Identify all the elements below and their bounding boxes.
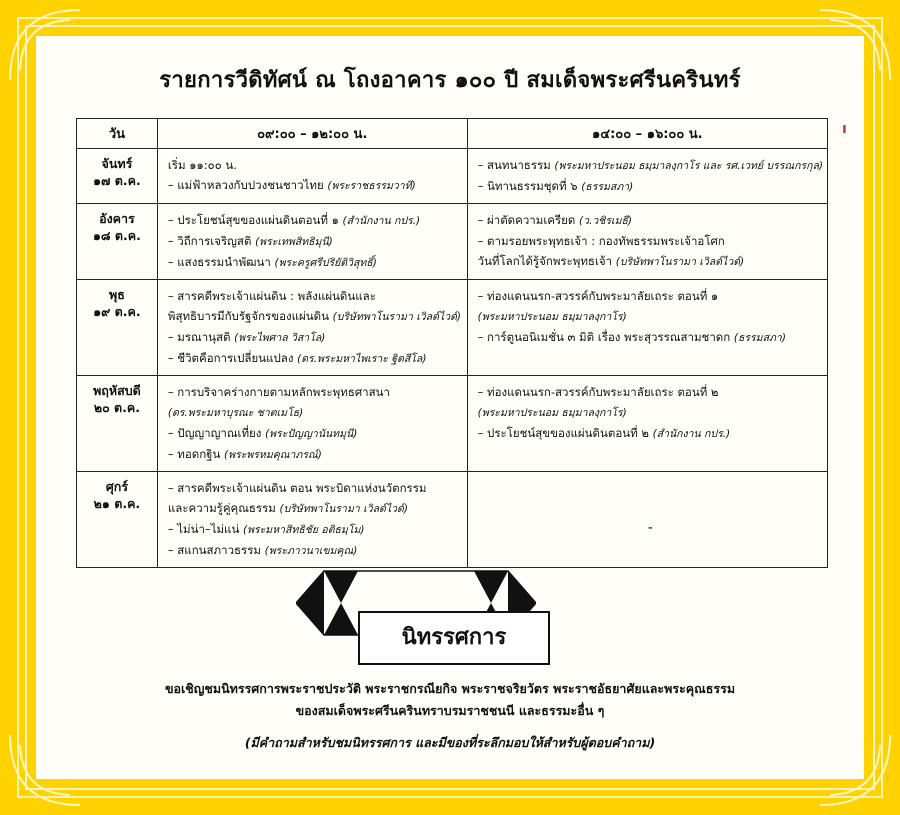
program-item bbox=[168, 155, 463, 175]
day-date: ๒๐ ต.ค. bbox=[93, 400, 141, 415]
program-presenter: (บริษัทพาโนรามา เวิลด์ไวด์) bbox=[615, 256, 745, 268]
program-presenter: (พระมหาประนอม ธมฺมาลงฺกาโร) bbox=[477, 407, 627, 419]
program-title: – มรณานุสติ bbox=[167, 330, 231, 344]
header-morning: ๐๙:๐๐ – ๑๒:๐๐ น. bbox=[157, 119, 467, 149]
program-item bbox=[168, 231, 463, 252]
table-row bbox=[77, 376, 828, 472]
schedule-table bbox=[76, 118, 828, 568]
afternoon-cell bbox=[467, 376, 827, 472]
program-item bbox=[478, 286, 823, 306]
program-title: – ตามรอยพระพุทธเจ้า : กองทัพธรรมพระเจ้าอโศก bbox=[477, 234, 725, 248]
program-presenter: (พระราชธรรมวาที) bbox=[327, 180, 416, 192]
exhibition-label: นิทรรศการ bbox=[358, 611, 550, 665]
program-presenter: (สำนักงาน กปร.) bbox=[652, 428, 731, 440]
program-item bbox=[168, 382, 463, 402]
day-date: ๑๙ ต.ค. bbox=[93, 304, 141, 319]
program-title: – นิทานธรรมชุดที่ ๖ bbox=[477, 179, 578, 193]
program-item bbox=[478, 402, 823, 423]
program-title: – ไม่น่า–ไม่แน่ bbox=[167, 522, 240, 536]
program-title: – แสงธรรมนำพัฒนา bbox=[167, 255, 271, 269]
header-afternoon: ๑๔:๐๐ – ๑๖:๐๐ น. bbox=[467, 119, 827, 149]
program-presenter: (พระมหาประนอม ธมฺมาลงฺกาโร) bbox=[477, 311, 627, 323]
day-date: ๒๑ ต.ค. bbox=[93, 496, 141, 511]
program-title: – ชีวิตคือการเปลี่ยนแปลง bbox=[167, 351, 294, 365]
header-day: วัน bbox=[77, 119, 158, 149]
day-date: ๑๘ ต.ค. bbox=[92, 228, 141, 243]
exhibition-footnote: (มีคำถามสำหรับชมนิทรรศการ และมีของที่ระลึกมอบให้สำหรับผู้ตอบคำถาม) bbox=[244, 735, 656, 750]
program-presenter: (สำนักงาน กปร.) bbox=[342, 215, 421, 227]
program-presenter: (พระปัญญานันทมุนี) bbox=[265, 428, 358, 440]
program-item bbox=[168, 402, 463, 423]
program-item bbox=[478, 210, 823, 231]
program-item bbox=[478, 176, 823, 197]
program-item bbox=[168, 175, 463, 196]
program-item bbox=[168, 348, 463, 369]
morning-cell bbox=[157, 280, 467, 376]
program-item bbox=[478, 231, 823, 251]
program-item bbox=[478, 306, 823, 327]
program-presenter: (พระไพศาล วิสาโล) bbox=[234, 332, 326, 344]
program-item bbox=[168, 519, 463, 540]
program-presenter: (พระมหาประนอม ธมฺมาลงฺกาโร และ รศ.เวทย์ บรรณกรกุล) bbox=[554, 160, 823, 172]
morning-cell bbox=[157, 149, 467, 204]
day-cell bbox=[77, 204, 158, 280]
day-cell bbox=[77, 280, 158, 376]
morning-cell bbox=[157, 376, 467, 472]
program-item bbox=[478, 327, 823, 348]
program-title: – ท่องแดนนรก-สวรรค์กับพระมาลัยเถระ ตอนที่ ๒ bbox=[477, 385, 719, 399]
day-name: จันทร์ bbox=[101, 156, 133, 171]
afternoon-cell bbox=[467, 149, 827, 204]
program-title: - bbox=[647, 520, 653, 536]
program-title: – สนทนาธรรม bbox=[477, 158, 551, 172]
table-row bbox=[77, 204, 828, 280]
program-item bbox=[478, 423, 823, 444]
program-title: – ประโยชน์สุขของแผ่นดินตอนที่ ๒ bbox=[477, 426, 649, 440]
program-title: – แม่ฟ้าหลวงกับปวงชนชาวไทย bbox=[167, 178, 324, 192]
program-title: – ท่องแดนนรก-สวรรค์กับพระมาลัยเถระ ตอนที่ ๑ bbox=[477, 289, 719, 303]
day-name: พุธ bbox=[108, 287, 125, 302]
program-presenter: (ว.วชิรเมธี) bbox=[579, 215, 633, 227]
program-presenter: (พระมหาสิทธิชัย อติธมฺโม) bbox=[243, 524, 365, 536]
program-title: วันที่โลกได้รู้จักพระพุทธเจ้า bbox=[477, 254, 613, 268]
program-item bbox=[168, 423, 463, 444]
program-item bbox=[478, 382, 823, 402]
program-title: – การบริจาคร่างกายตามหลักพระพุทธศาสนา bbox=[167, 385, 390, 399]
program-presenter: (ธรรมสภา) bbox=[733, 332, 786, 344]
program-presenter: (พระเทพสิทธิมุนี) bbox=[255, 236, 333, 248]
program-presenter: (ดร.พระมหาบุรณะ ชาตเมโธ) bbox=[167, 407, 304, 419]
program-item bbox=[478, 478, 823, 538]
invitation-line-1: ขอเชิญชมนิทรรศการพระราชประวัติ พระราชกรณียกิจ พระราชจริยวัตร พระราชอัธยาศัยและพระคุณธรรม bbox=[164, 681, 736, 696]
afternoon-cell bbox=[467, 472, 827, 568]
program-item bbox=[168, 306, 463, 327]
program-item bbox=[168, 252, 463, 273]
program-title: พิสุทธิบารมีกับรัฐจักรของแผ่นดิน bbox=[167, 309, 329, 323]
program-title: – สารคดีพระเจ้าแผ่นดิน : พลังแผ่นดินและ bbox=[167, 289, 376, 303]
program-presenter: (พระพรหมคุณาภรณ์) bbox=[224, 449, 322, 461]
program-item bbox=[478, 155, 823, 176]
program-title: – ปัญญาญาณเที่ยง bbox=[167, 426, 262, 440]
afternoon-cell bbox=[467, 280, 827, 376]
afternoon-cell bbox=[467, 204, 827, 280]
program-item bbox=[478, 251, 823, 272]
program-presenter: (บริษัทพาโนรามา เวิลด์ไวด์) bbox=[332, 311, 462, 323]
program-title: – สแกนสภาวธรรม bbox=[167, 543, 261, 557]
table-row bbox=[77, 472, 828, 568]
day-name: อังคาร bbox=[99, 211, 135, 226]
day-name: ศุกร์ bbox=[105, 479, 129, 494]
program-item bbox=[168, 327, 463, 348]
document-sheet bbox=[36, 36, 864, 779]
program-item bbox=[168, 444, 463, 465]
program-title: – วิถีการเจริญสติ bbox=[167, 234, 252, 248]
program-item bbox=[168, 540, 463, 561]
program-title: – การ์ตูนอนิเมชั่น ๓ มิติ เรื่อง พระสุวรรณสามชาดก bbox=[477, 330, 731, 344]
morning-cell bbox=[157, 204, 467, 280]
day-cell bbox=[77, 472, 158, 568]
program-title: – ผ่าตัดความเครียด bbox=[477, 213, 576, 227]
program-title: – ทอดกฐิน bbox=[167, 447, 221, 461]
table-header-row bbox=[77, 119, 828, 149]
day-date: ๑๗ ต.ค. bbox=[93, 173, 141, 188]
table-row bbox=[77, 280, 828, 376]
program-title: – สารคดีพระเจ้าแผ่นดิน ตอน พระบิดาแห่งนวัตกรรม bbox=[167, 481, 427, 495]
program-presenter: (ดร.พระมหาไพเราะ ฐิตสีโล) bbox=[297, 353, 427, 365]
program-presenter: (พระครูศรีปริยัติวิสุทธิ์) bbox=[274, 257, 377, 269]
program-item bbox=[168, 210, 463, 231]
invitation-line-2: ของสมเด็จพระศรีนครินทราบรมราชชนนี และธรรมะอื่น ๆ bbox=[295, 703, 605, 718]
page-title: รายการวีดิทัศน์ ณ โถงอาคาร ๑๐๐ ปี สมเด็จพระศรีนครินทร์ bbox=[159, 68, 741, 93]
table-row bbox=[77, 149, 828, 204]
program-title: – ประโยชน์สุขของแผ่นดินตอนที่ ๑ bbox=[167, 213, 339, 227]
program-title: และความรู้คู่คุณธรรม bbox=[167, 501, 276, 515]
program-presenter: (ธรรมสภา) bbox=[581, 181, 634, 193]
program-title: เริ่ม ๑๑:๐๐ น. bbox=[167, 158, 237, 172]
program-presenter: (บริษัทพาโนรามา เวิลด์ไวด์) bbox=[279, 503, 408, 515]
day-cell bbox=[77, 149, 158, 204]
program-item bbox=[168, 286, 463, 306]
program-item bbox=[168, 498, 463, 519]
exhibition-invitation bbox=[36, 678, 864, 722]
program-item bbox=[168, 478, 463, 498]
day-cell bbox=[77, 376, 158, 472]
day-name: พฤหัสบดี bbox=[93, 383, 141, 398]
morning-cell bbox=[157, 472, 467, 568]
margin-mark: ı bbox=[842, 121, 847, 137]
program-presenter: (พระภาวนาเขมคุณ) bbox=[264, 545, 358, 557]
